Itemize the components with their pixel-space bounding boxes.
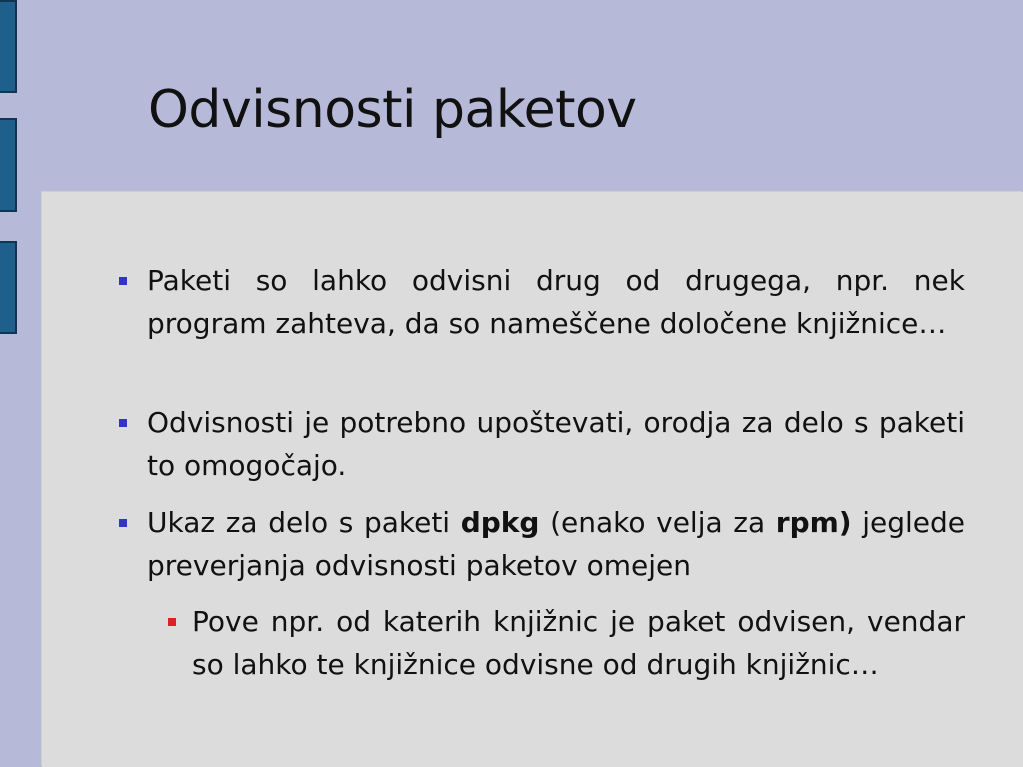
bullet-text-part: jeglede preverjanja odvisnosti paketov omejen <box>147 506 966 582</box>
content-panel <box>42 192 1023 767</box>
bullet-square-icon <box>119 519 127 527</box>
bullet-item-2 <box>147 402 965 487</box>
left-decor-tab-1 <box>0 0 17 93</box>
bullet-text: Pove npr. od katerih knjižnic je paket odvisen, vendar so lahko te knjižnice odvisne od drugih knjižnic… <box>192 605 965 681</box>
bullet-text-part: Ukaz za delo s paketi <box>147 506 461 539</box>
command-dpkg: dpkg <box>460 506 540 539</box>
left-decor-tab-3 <box>0 241 17 334</box>
sub-bullet-item-1 <box>192 601 965 686</box>
slide-title: Odvisnosti paketov <box>148 80 637 140</box>
bullet-text-part: (enako velja za <box>539 506 776 539</box>
bullet-text: Paketi so lahko odvisni drug od drugega, npr. nek program zahteva, da so nameščene določene knjižnice… <box>147 264 965 340</box>
bullet-text <box>147 502 965 587</box>
bullet-square-icon <box>119 419 127 427</box>
bullet-item-1 <box>147 260 965 345</box>
left-decor-tab-2 <box>0 118 17 212</box>
bullet-text: Odvisnosti je potrebno upoštevati, orodja za delo s paketi to omogočajo. <box>147 406 965 482</box>
command-rpm: rpm) <box>775 506 852 539</box>
sub-bullet-square-icon <box>168 618 176 626</box>
bullet-square-icon <box>119 277 127 285</box>
bullet-item-3 <box>147 502 965 587</box>
